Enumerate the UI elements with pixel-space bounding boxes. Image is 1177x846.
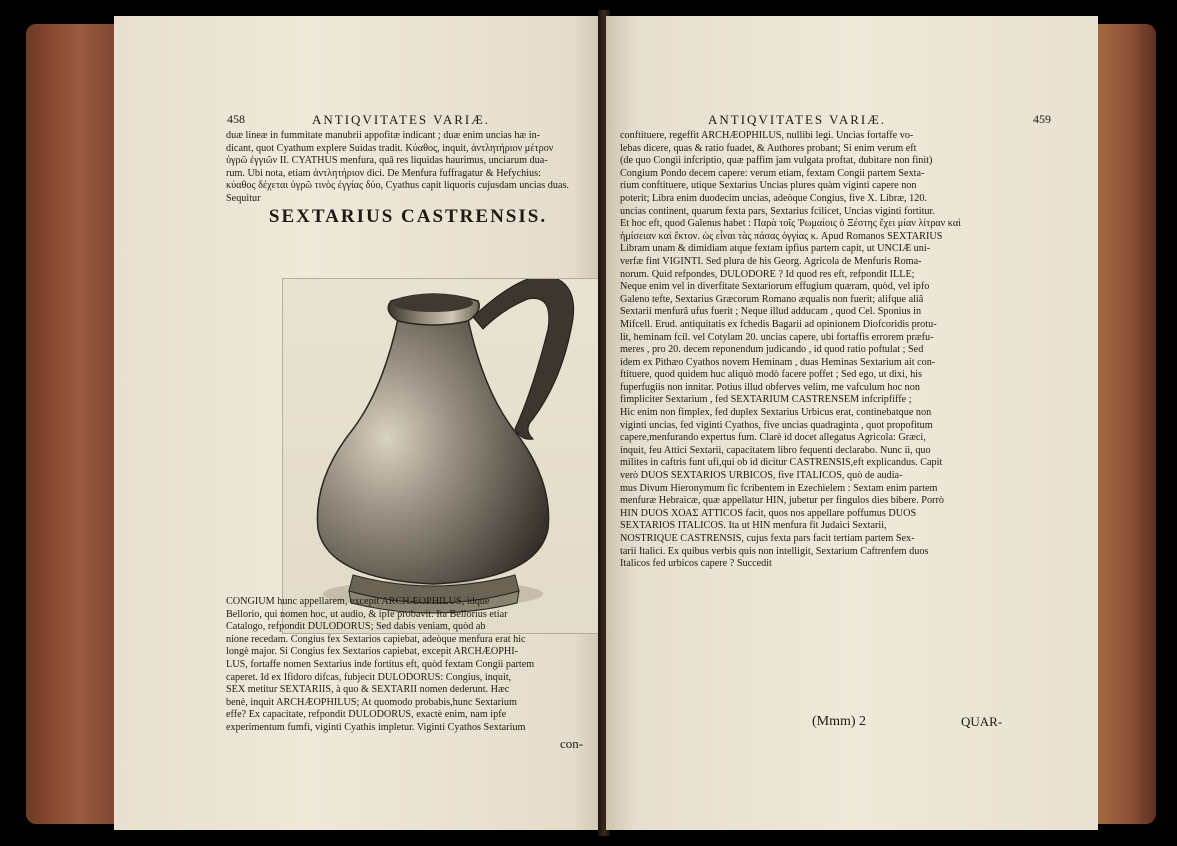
right-page-number: 459 (1033, 112, 1051, 126)
ewer-engraving (282, 278, 614, 634)
right-catchword: QUAR- (961, 714, 1003, 729)
text-line: longè major. Si Congius fex Sextarios capiebat, excepit ARCHÆOPHI- (226, 646, 518, 658)
left-page-number: 458 (227, 112, 245, 126)
text-line: Galeno tefte, Sextarius Græcorum Romano æqualis non fuerit; alifque aliâ (620, 293, 924, 305)
text-line: Italicos fed urbicos capere ? Succedit (620, 558, 772, 570)
ewer-illustration (283, 279, 613, 633)
text-line: milites in caftris funt ufi,qui ob id dicitur CASTRENSIS,eft explicandus. Capit (620, 457, 943, 469)
text-line: Mifcell. Erud. antiquitatis ex fchedis Bagarii ad opinionem Diofcoridis protu- (620, 318, 937, 330)
text-line: rum. Ubi nota, etiam ἀντλητήριον dici. De Menfura fuffragatur & Hefychius: (226, 167, 541, 179)
text-line: uncias continent, quarum fexta pars, Sextarius fcilicet, Uncias viginti fortitur. (620, 205, 935, 217)
text-line: Catalogo, refpondit DULODORUS; Sed dabis veniam, quòd ab (226, 621, 486, 633)
section-title: SEXTARIUS CASTRENSIS. (268, 206, 548, 227)
text-line: menfuræ Hebraicæ, quæ appellatur HIN, jubetur per fingulos dies bibere. Porrò (620, 495, 944, 507)
text-line: Bellorio, qui nomen hoc, ut audio, & ipfe probavit. Ita Bellorius etiar (226, 608, 508, 620)
text-line: verfæ fint VIGINTI. Sed plura de his Georg. Agricola de Menfuris Roma- (620, 255, 922, 267)
text-line: nione recedam. Congius fex Sextarios capiebat, adeòque menfura erat hic (226, 633, 526, 645)
text-line: norum. Quid refpondes, DULODORE ? Id quod res eft, refpondit ILLE; (620, 268, 915, 280)
text-line: HIN DUOS ΧΟΑΣ ATTICOS facit, quos nos appellare poffumus DUOS (620, 507, 917, 519)
text-line: Congium Pondo decem capere: verum etiam, fextam Congii partem Sexta- (620, 167, 925, 179)
text-line: capere,menfurando expertus fum. Clarè id docet allegatus Agricola: Græci, (620, 432, 926, 444)
text-line: Hic enim non fimplex, fed duplex Sextarius Urbicus erat, continebatque non (620, 407, 932, 419)
text-line: experimentum fumfi, viginti Cyathis impletur. Viginti Cyathos Sextarium (226, 721, 526, 733)
text-line: κύαθος δέχεται ὑγρῶ τινὸς ἐγγίας δύο, Cyathus capit liquoris cujusdam uncias duas. (226, 180, 569, 192)
left-bottom-text (226, 596, 590, 735)
text-line: effe? Ex capacitate, refpondit DULODORUS, exactè enim, nam ipfe (226, 709, 507, 721)
right-running-head: ANTIQVITATES VARIÆ. (708, 112, 887, 127)
text-line: LUS, fortaffe nomen Sextarius inde fortitus eft, quòd fextam Congii partem (226, 658, 535, 670)
text-line: benè, inquit ARCHÆOPHILUS; At quomodo probabis,hunc Sextarium (226, 696, 517, 708)
left-page (114, 16, 602, 830)
text-line: Neque enim vel in diverfitate Sextariorum effugium quæram, quòd, vel ipfo (620, 281, 930, 293)
right-page-edges (1096, 24, 1156, 824)
text-line: viginti uncias, fed viginti Cyathos, five uncias quadraginta , quot propofitum (620, 419, 933, 431)
right-page (606, 16, 1098, 830)
left-catchword: con- (560, 736, 584, 751)
signature-mark: (Mmm) 2 (812, 714, 867, 729)
text-line: inquit, feu Attici Sextarii, capacitatem libro fequenti declarabo. Nunc ii, quo (620, 444, 931, 456)
text-line: poterit; Libra enim duodecim uncias, adeòque Congius, five X. Libræ, 120. (620, 192, 927, 204)
text-line: SEXTARIOS ITALICOS. Ita ut HIN menfura fit Judaici Sextarii, (620, 520, 887, 532)
text-line: NOSTRIQUE CASTRENSIS, cujus fexta pars facit tertiam partem Sex- (620, 533, 915, 544)
text-line: Libram unam & dimidiam atque fextam ipfius partem capit, ut UNCIÆ uni- (620, 243, 931, 255)
text-line: SEX metitur SEXTARIIS, à quo & SEXTARII nomen dederunt. Hæc (226, 684, 510, 696)
text-line: rium conftituere, utique Sextarius Uncias plures quàm viginti capere non (620, 180, 917, 192)
text-line: fuperfugiis non innitar. Potius illud obferves velim, me vafculum hoc non (620, 381, 920, 393)
text-line: Et hoc eft, quod Galenus habet : Παρὰ τοῖς Ῥωμαίοις ὁ Ξέστης ἔχει μίαν λίτραν καὶ (620, 218, 961, 230)
text-line: fimpliciter Sextarium , fed SEXTARIUM CASTRENSEM infcripfiffe ; (620, 394, 912, 406)
open-book (26, 10, 1156, 836)
text-line: lit, heminam fcil. vel Cotylam 20. uncias capere, ubi fortaffis errorem præfu- (620, 331, 934, 343)
text-line: CONGIUM hunc appellarem, excepit ARCHÆOPHILUS, idque (226, 596, 490, 607)
left-page-edges (26, 24, 118, 824)
text-line: meres , pro 20. decem reponendum judicando , id quod ratio poftulat ; Sed (620, 344, 924, 356)
left-top-text (226, 130, 590, 206)
text-line: ὑγρῶ ἐγγιῶν II. CYATHUS menfura, quâ res liquidas haurimus, unciarum dua- (226, 155, 548, 167)
text-line: Sextarii menfurâ ufus fuerit ; Neque illud adducam , quod Cel. Sponius in (620, 306, 922, 318)
text-line: tarii Italici. Ex quibus verbis quis non intelligit, Sextarium Caftrenfem duos (620, 545, 929, 557)
text-line: conftituere, regeffit ARCHÆOPHILUS, nullibi legi. Uncias fortaffe vo- (620, 130, 914, 141)
text-line: ἡμίσειαν καὶ ἕκτον. ὡς εἶναι τὰς πάσας ὀγγίας κ. Apud Romanos SEXTARIUS (620, 230, 943, 242)
text-line: duæ lineæ in fummitate manubrii appofitæ indicant ; duæ enim uncias hæ in- (226, 130, 541, 141)
text-line: verò DUOS SEXTARIOS URBICOS, five ITALICOS, quò de audia- (620, 470, 903, 482)
text-line: dicant, quot Cyathum explere Suidas tradit. Κύαθος, inquit, ἀντλητήριον μέτρον (226, 142, 554, 154)
text-line: mus Divum Hieronymum fic fcribentem in Ezechielem : Sextam enim partem (620, 482, 938, 494)
right-page-text (620, 130, 1060, 571)
left-running-head: ANTIQVITATES VARIÆ. (312, 112, 491, 127)
text-line: lebas dicere, quas & ratio fuadet, & Authores probant; Si enim verum eft (620, 142, 917, 154)
text-line: idem ex Pithæo Cyathos novem Heminam , duas Heminas Sextarium ait con- (620, 356, 936, 368)
text-line: Sequitur (226, 192, 261, 204)
text-line: caperet. Id ex Ifidoro difcas, fubjecit DULODORUS: Congius, inquit, (226, 671, 512, 683)
text-line: ftituere, quod quidem huc aliquò modò facere poffet ; Sed ego, ut dixi, his (620, 369, 922, 381)
text-line: (de quo Congii infcriptio, quæ paffim jam vulgata proftat, dubitare non finit) (620, 155, 933, 167)
